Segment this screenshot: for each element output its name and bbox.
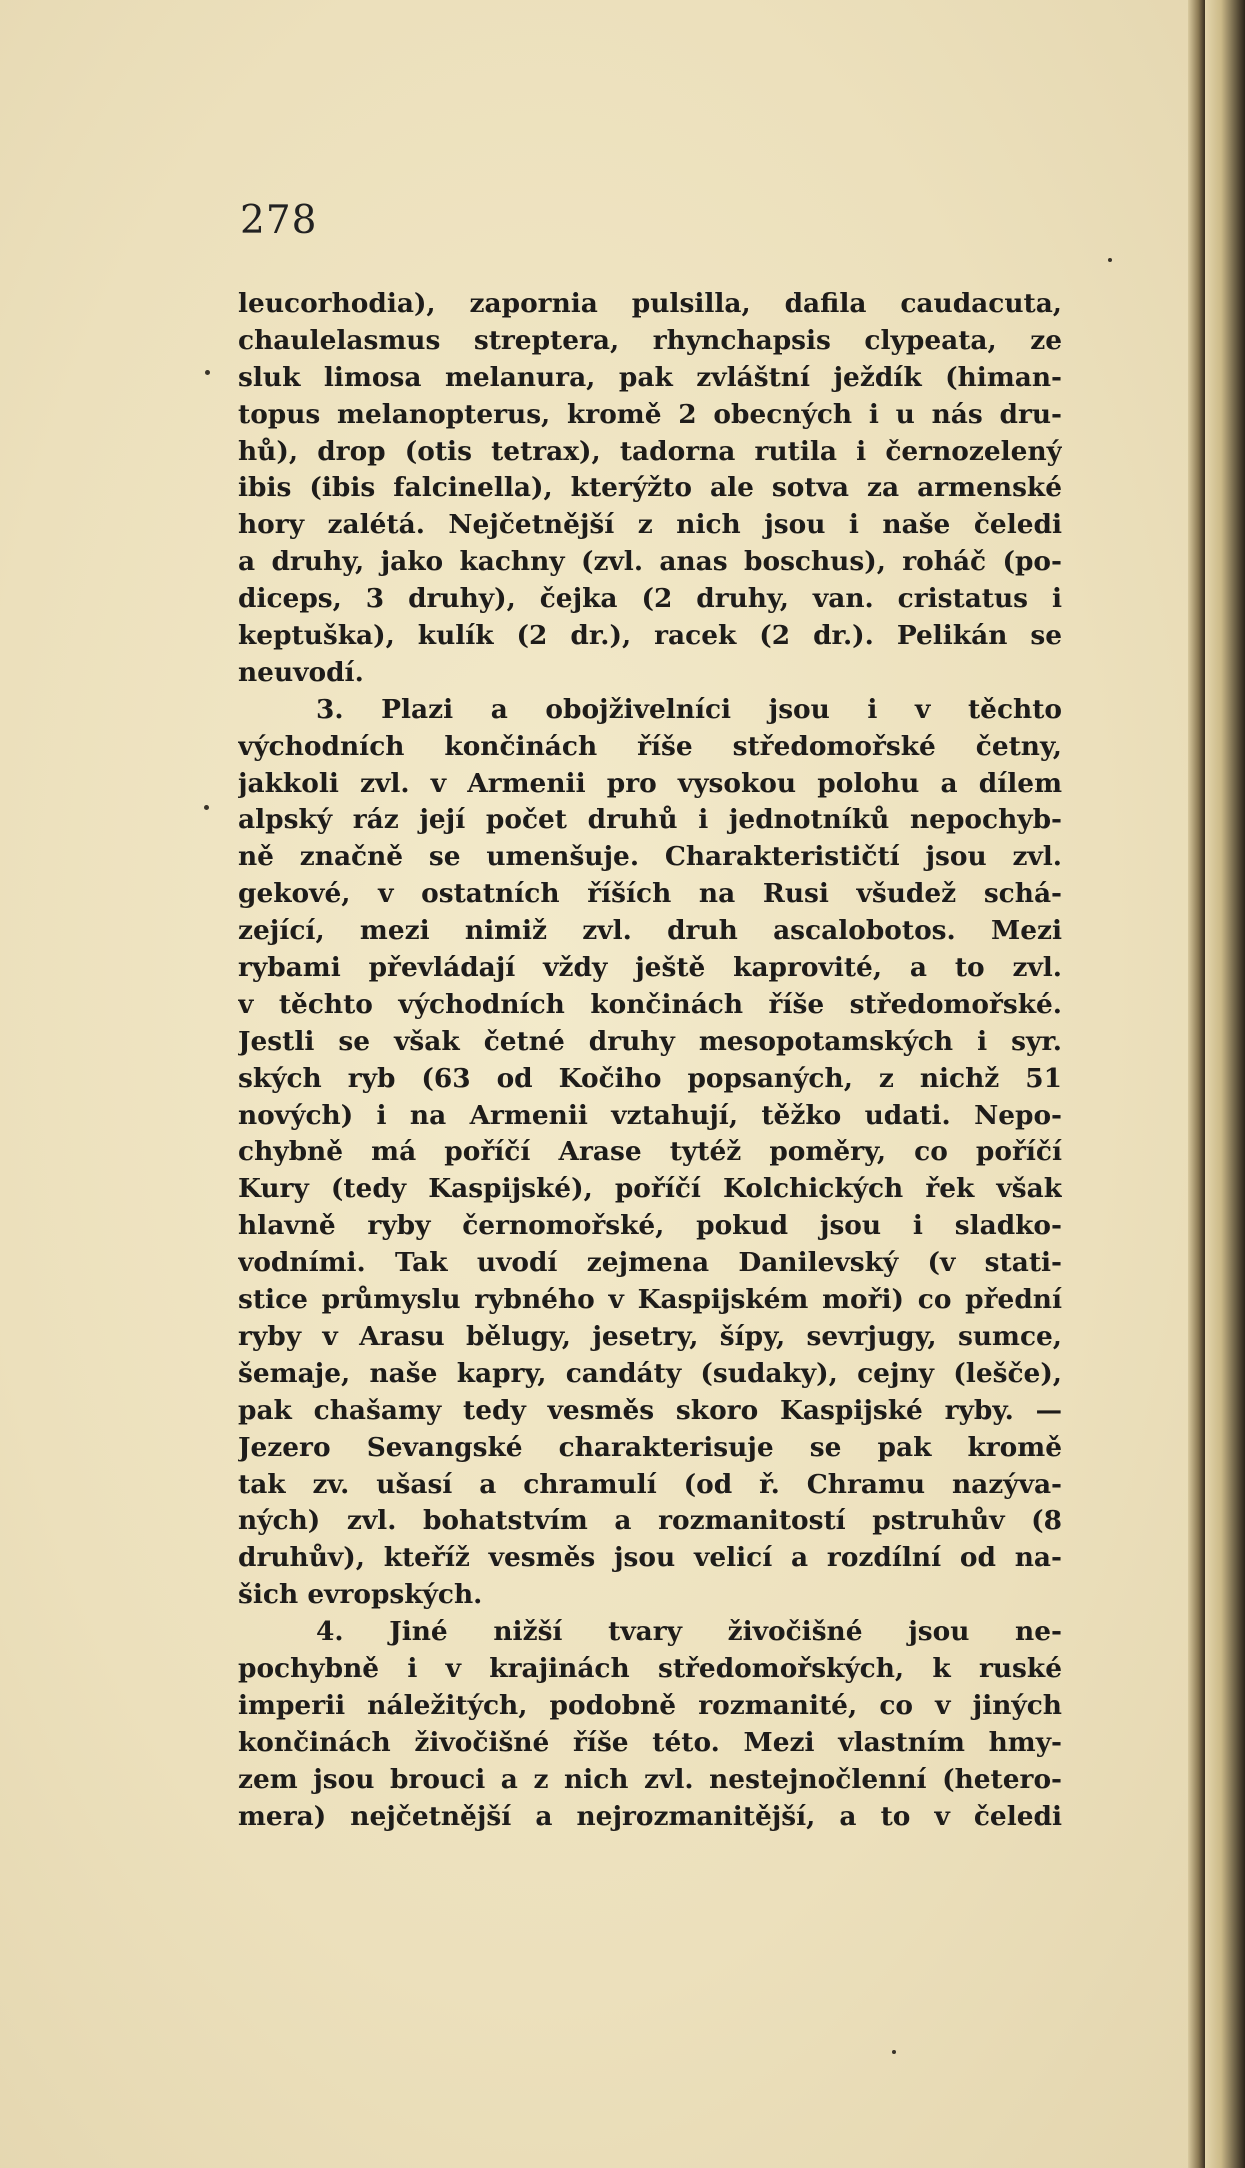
- text-line: ibis (ibis falcinella), kterýžto ale sotva za armenské: [238, 472, 1062, 504]
- text-line: Jezero Sevangské charakterisuje se pak kromě: [238, 1431, 1062, 1463]
- text-line: ných) zvl. bohatstvím a rozmanitostí pstruhův (8: [238, 1505, 1062, 1537]
- text-line: alpský ráz její počet druhů i jednotníků nepochyb-: [238, 804, 1062, 836]
- text-line: diceps, 3 druhy), čejka (2 druhy, van. cristatus i: [238, 583, 1062, 615]
- text-line: hlavně ryby černomořské, pokud jsou i sladko-: [238, 1210, 1062, 1242]
- text-line: hů), drop (otis tetrax), tadorna rutila i černozelený: [238, 435, 1062, 467]
- text-line: stice průmyslu rybného v Kaspijském moři) co přední: [238, 1284, 1062, 1316]
- text-line: šich evropských.: [238, 1579, 483, 1611]
- body-text: [238, 286, 1062, 1835]
- ink-speck: [204, 805, 209, 810]
- text-line: končinách živočišné říše této. Mezi vlastním hmy-: [238, 1726, 1062, 1758]
- text-line: vodními. Tak uvodí zejmena Danilevský (v stati-: [238, 1247, 1062, 1279]
- text-line: imperii náležitých, podobně rozmanité, co v jiných: [238, 1689, 1062, 1721]
- text-line: východních končinách říše středomořské četny,: [238, 730, 1062, 762]
- text-line: neuvodí.: [238, 656, 364, 688]
- text-line: pochybně i v krajinách středomořských, k ruské: [238, 1652, 1062, 1684]
- book-gutter: [1188, 0, 1205, 2168]
- page-number: 278: [240, 198, 318, 243]
- ink-speck: [892, 2050, 896, 2054]
- text-line: 4. Jiné nižší tvary živočišné jsou ne-: [316, 1616, 1062, 1648]
- text-line: zející, mezi nimiž zvl. druh ascalobotos. Mezi: [238, 915, 1062, 947]
- text-line: zem jsou brouci a z nich zvl. nestejnočlenní (hetero-: [238, 1763, 1062, 1795]
- text-line: jakkoli zvl. v Armenii pro vysokou polohu a dílem: [238, 767, 1062, 799]
- text-line: druhův), kteříž vesměs jsou velicí a rozdílní od na-: [238, 1542, 1062, 1574]
- text-line: mera) nejčetnější a nejrozmanitější, a to v čeledi: [238, 1800, 1062, 1832]
- text-line: šemaje, naše kapry, candáty (sudaky), cejny (lešče),: [238, 1357, 1062, 1389]
- text-line: ryby v Arasu bělugy, jesetry, šípy, sevrjugy, sumce,: [238, 1320, 1062, 1352]
- text-line: ských ryb (63 od Kočiho popsaných, z nichž 51: [238, 1062, 1062, 1094]
- text-line: a druhy, jako kachny (zvl. anas boschus), roháč (po-: [238, 546, 1062, 578]
- text-line: chaulelasmus streptera, rhynchapsis clypeata, ze: [238, 324, 1062, 356]
- text-line: leucorhodia), zapornia pulsilla, dafila caudacuta,: [238, 288, 1062, 319]
- text-line: Jestli se však četné druhy mesopotamských i syr.: [238, 1025, 1062, 1057]
- text-line: v těchto východních končinách říše středomořské.: [238, 988, 1062, 1020]
- text-line: sluk limosa melanura, pak zvláštní ježdík (himan-: [238, 361, 1062, 393]
- ink-speck: [205, 370, 210, 375]
- text-line: nových) i na Armenii vztahují, těžko udati. Nepo-: [238, 1099, 1062, 1131]
- text-line: tak zv. ušasí a chramulí (od ř. Chramu nazýva-: [238, 1468, 1062, 1500]
- text-line: rybami převládají vždy ještě kaprovité, a to zvl.: [238, 952, 1062, 984]
- text-line: chybně má poříčí Arase tytéž poměry, co poříčí: [238, 1136, 1062, 1168]
- text-line: Kury (tedy Kaspijské), poříčí Kolchických řek však: [238, 1173, 1062, 1205]
- text-line: gekové, v ostatních říších na Rusi všudež schá-: [238, 878, 1062, 910]
- text-line: 3. Plazi a obojživelníci jsou i v těchto: [316, 693, 1062, 725]
- text-line: topus melanopterus, kromě 2 obecných i u nás dru-: [238, 398, 1062, 430]
- ink-speck: [1108, 258, 1112, 262]
- text-line: keptuška), kulík (2 dr.), racek (2 dr.). Pelikán se: [238, 620, 1062, 652]
- text-line: hory zalétá. Nejčetnější z nich jsou i naše čeledi: [238, 509, 1062, 541]
- text-line: ně značně se umenšuje. Charakterističtí jsou zvl.: [238, 841, 1062, 873]
- text-line: pak chašamy tedy vesměs skoro Kaspijské ryby. —: [238, 1394, 1062, 1426]
- next-page-edge: [1205, 0, 1245, 2168]
